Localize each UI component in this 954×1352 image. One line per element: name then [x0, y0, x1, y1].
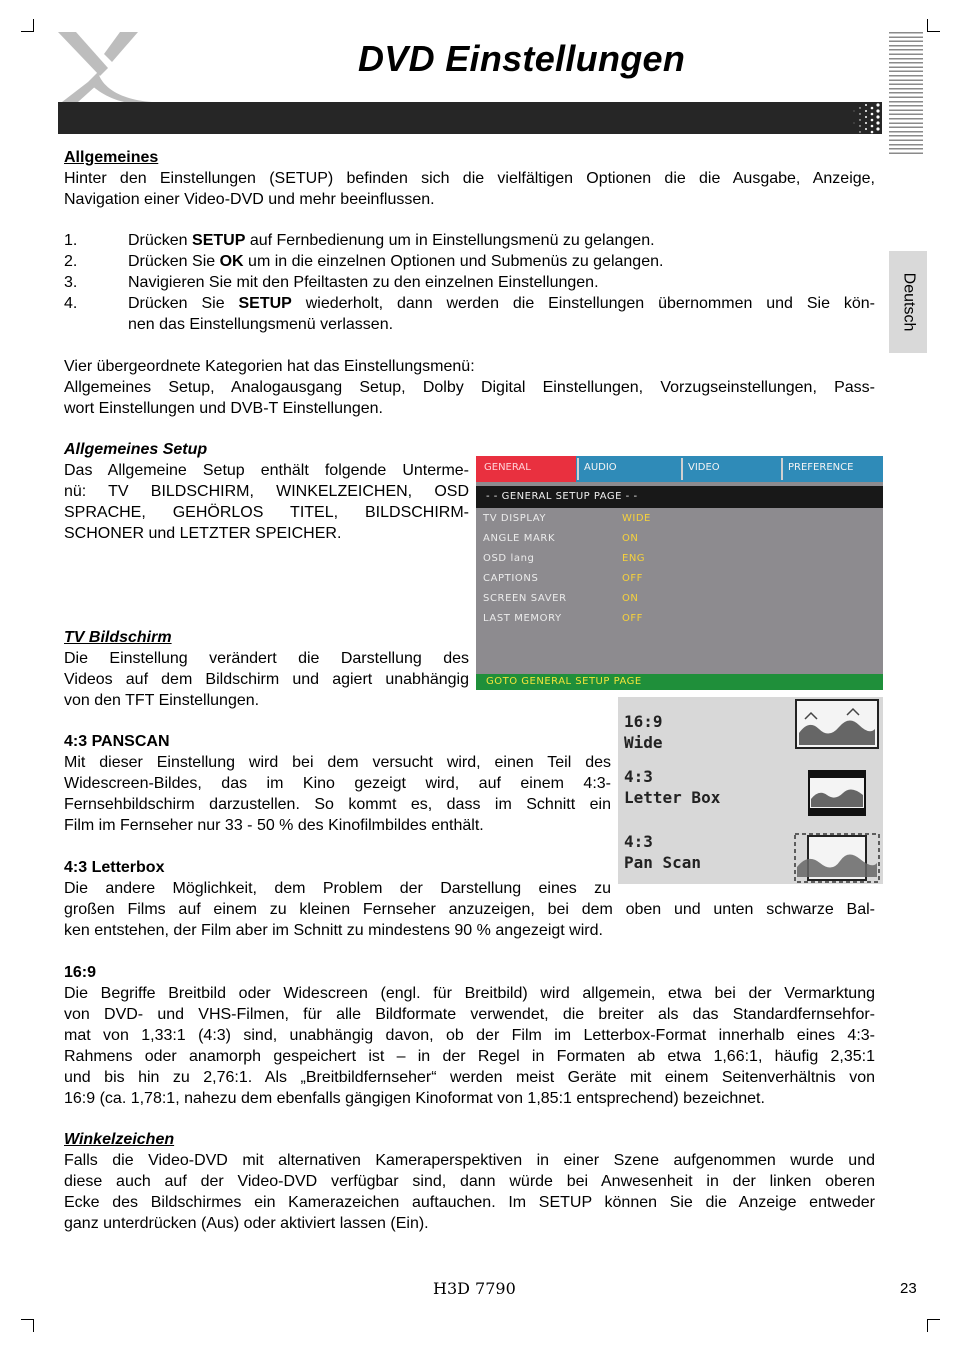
general-setup-line: SCHONER und LETZTER SPEICHER.: [64, 525, 342, 542]
section-heading-tv-screen: TV Bildschirm: [64, 629, 172, 646]
osd-tab-general: GENERAL: [476, 456, 576, 482]
osd-row-label: CAPTIONS: [483, 573, 539, 584]
crop-mark-bottom-right: [927, 1319, 940, 1332]
osd-row-label: TV DISPLAY: [483, 513, 547, 524]
letterbox-line: ken entstehen, der Film aber im Schnitt zu mindestens 90 % angezeigt wird.: [64, 922, 603, 939]
intro-line-2: Navigation einer Video-DVD und mehr beeinflussen.: [64, 191, 435, 208]
x-logo-icon: [54, 28, 154, 104]
categories-line-3: wort Einstellungen und DVB-T Einstellungen.: [64, 400, 383, 417]
wide-line: mat von 1,33:1 (4:3) sind, unabhängig davon, ob der Film im Letterbox-Format innerhalb eines 4:3-: [64, 1027, 875, 1044]
aspect-ratio-illustration: [618, 697, 883, 884]
section-heading-general-setup: Allgemeines Setup: [64, 441, 208, 458]
step-number: 3.: [64, 274, 78, 291]
osd-tab-video: VIDEO: [688, 462, 720, 473]
panscan-line: Mit dieser Einstellung wird bei dem versucht wird, einen Teil des: [64, 754, 611, 771]
wide-line: 16:9 (ca. 1,78:1, nahezu dem ebenfalls gängigen Kinoformat von 1,85:1 entsprechend) bezeichnet.: [64, 1090, 765, 1107]
osd-tab-audio: AUDIO: [584, 462, 617, 473]
wide-line: Die Begriffe Breitbild oder Widescreen (engl. für Breitbild) wird allgemein, etwa bei der Vermarktung: [64, 985, 875, 1002]
osd-footer: GOTO GENERAL SETUP PAGE: [476, 674, 883, 690]
osd-row-label: SCREEN SAVER: [483, 593, 567, 604]
tv-screen-line: von den TFT Einstellungen.: [64, 692, 260, 709]
general-setup-line: nü: TV BILDSCHIRM, WINKELZEICHEN, OSD: [64, 483, 469, 500]
letterbox-thumbnail-icon: [807, 769, 867, 817]
osd-tab-preference: PREFERENCE: [788, 462, 854, 473]
letterbox-line: Die andere Möglichkeit, dem Problem der Darstellung eines zu: [64, 880, 611, 897]
step-text: Drücken Sie SETUP wiederholt, dann werden die Einstellungen übernommen und Sie kön-: [128, 295, 876, 312]
angle-line: diese auch auf der Video-DVD verfügbar sind, dann würde bei Anwesenheit in der linken oberen: [64, 1173, 875, 1190]
osd-row-value: ENG: [622, 553, 646, 564]
panscan-line: Widescreen-Bildes, das im Kino gezeigt wird, auf einem 4:3-: [64, 775, 611, 792]
angle-line: Falls die Video-DVD mit alternativen Kameraperspektiven in einer Szene aufgenommen wurde und: [64, 1152, 875, 1169]
general-setup-line: Das Allgemeine Setup enthält folgende Unterme-: [64, 462, 469, 479]
panscan-line: Fernsehbildschirm darzustellen. So kommt es, dass im Schnitt ein: [64, 796, 611, 813]
osd-row-value: WIDE: [622, 513, 651, 524]
language-tab-label: Deutsch: [900, 272, 918, 332]
step-text-continued: nen das Einstellungsmenü verlassen.: [128, 316, 394, 333]
tv-screen-line: Die Einstellung verändert die Darstellung des: [64, 650, 469, 667]
wide-line: von DVD- und VHS-Filmen, für alle Bildformate verwendet, die breiter als das Standardfernsehfor-: [64, 1006, 875, 1023]
osd-row-value: ON: [622, 593, 639, 604]
general-setup-line: SPRACHE, GEHÖRLOS TITEL, BILDSCHIRM-: [64, 504, 469, 521]
language-tab: [889, 251, 927, 353]
aspect-label: 16:9 Wide: [624, 712, 663, 752]
intro-line-1: Hinter den Einstellungen (SETUP) befinden sich die vielfältigen Optionen die die Ausgabe, Anzeige,: [64, 170, 875, 187]
osd-row-value: ON: [622, 533, 639, 544]
header-bar: [58, 102, 882, 134]
step-number: 1.: [64, 232, 78, 249]
wide-line: und bis hin zu 2,76:1. Als „Breitbildfernseher“ werden meist Geräte mit einem Seitenverhältnis von: [64, 1069, 875, 1086]
angle-line: Ecke des Bildschirmes ein Kamerazeichen auftauchen. Im SETUP können Sie die Anzeige entweder: [64, 1194, 875, 1211]
angle-line: ganz unterdrücken (Aus) oder aktiviert lassen (Ein).: [64, 1215, 429, 1232]
panscan-thumbnail-icon: [794, 833, 880, 883]
osd-row-value: OFF: [622, 613, 643, 624]
osd-row-value: OFF: [622, 573, 643, 584]
step-text: Drücken SETUP auf Fernbedienung um in Einstellungsmenü zu gelangen.: [128, 232, 655, 249]
letterbox-line: großen Films auf einem zu kleinen Fernseher anzuzeigen, bei dem oben und unten schwarze Bal-: [64, 901, 875, 918]
section-heading-panscan: 4:3 PANSCAN: [64, 733, 170, 750]
halftone-pattern-icon: [842, 102, 882, 134]
tv-screen-line: Videos auf dem Bildschirm und agiert unabhängig: [64, 671, 469, 688]
categories-line-2: Allgemeines Setup, Analogausgang Setup, Dolby Digital Einstellungen, Vorzugseinstellungen, Pass-: [64, 379, 875, 396]
osd-row-label: LAST MEMORY: [483, 613, 562, 624]
panscan-line: Film im Fernseher nur 33 - 50 % des Kinofilmbildes enthält.: [64, 817, 484, 834]
osd-tab-bar: [476, 456, 883, 482]
step-text: Drücken Sie OK um in die einzelnen Optionen und Submenüs zu gelangen.: [128, 253, 664, 270]
osd-page-header: - - GENERAL SETUP PAGE - -: [476, 486, 883, 508]
osd-row-label: ANGLE MARK: [483, 533, 556, 544]
page-title: DVD Einstellungen: [358, 38, 686, 79]
crop-mark-top-left: [21, 19, 34, 32]
step-number: 4.: [64, 295, 78, 312]
side-stripes: [889, 32, 923, 156]
aspect-label: 4:3 Letter Box: [624, 767, 721, 807]
categories-line-1: Vier übergeordnete Kategorien hat das Einstellungsmenü:: [64, 358, 475, 375]
wide-line: Rahmens oder anamorph gespeichert ist – in der Regel in Formaten ab etwa 1,66:1, häufig 2,35:1: [64, 1048, 875, 1065]
step-number: 2.: [64, 253, 78, 270]
section-heading-wide: 16:9: [64, 964, 97, 981]
section-heading-angle: Winkelzeichen: [64, 1131, 175, 1148]
osd-row-label: OSD lang: [483, 553, 535, 564]
section-heading-general: Allgemeines: [64, 149, 159, 166]
page-number: 23: [900, 1280, 917, 1297]
section-heading-letterbox: 4:3 Letterbox: [64, 859, 165, 876]
crop-mark-top-right: [927, 19, 940, 32]
wide-screen-thumbnail-icon: [795, 699, 879, 749]
step-text: Navigieren Sie mit den Pfeiltasten zu den einzelnen Einstellungen.: [128, 274, 599, 291]
setup-menu-screenshot: [476, 456, 883, 690]
crop-mark-bottom-left: [21, 1319, 34, 1332]
footer-brand: H3D 7790: [433, 1279, 516, 1298]
aspect-label: 4:3 Pan Scan: [624, 832, 702, 872]
